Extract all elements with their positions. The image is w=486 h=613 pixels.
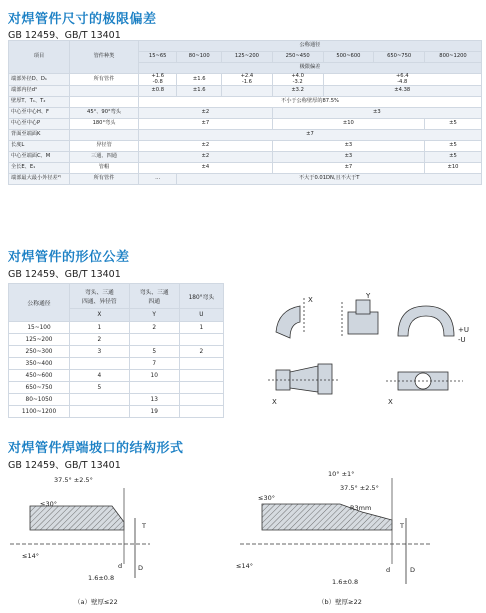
b-le30: ≤30° (258, 494, 275, 502)
table-row (9, 174, 482, 185)
t2-header-x: 弯头、三通 四通、异径管 (70, 284, 130, 309)
b-root: 1.6±0.8 (332, 578, 359, 586)
cell-dn: 250~300 (9, 346, 70, 358)
row-value-cell: ±3.2 (272, 86, 323, 97)
header-nominal: 公称通径 (139, 41, 482, 52)
fig-minus-u-label: -U (458, 336, 466, 344)
table-row (9, 322, 224, 334)
table-row (9, 370, 224, 382)
section1-title: 对焊管件尺寸的极限偏差 (8, 12, 157, 27)
cell-dn: 1100~1200 (9, 406, 70, 418)
bevel-b-wall (262, 504, 392, 530)
cell-y: 2 (129, 322, 179, 334)
row-type-cell: 所有管件 (70, 74, 139, 86)
row-item-cell: 长度L (9, 141, 70, 152)
cell-x (70, 358, 130, 370)
header-item: 项目 (9, 41, 70, 74)
row-value-cell: ±1.6 (177, 86, 222, 97)
table-row (9, 108, 482, 119)
t2-header-dn: 公称通径 (9, 284, 70, 322)
fig-x-label-3: X (388, 398, 393, 406)
cell-y: 5 (129, 346, 179, 358)
row-value-cell: ±2 (139, 152, 273, 163)
cell-y: 10 (129, 370, 179, 382)
table-row (9, 141, 482, 152)
row-value-cell: ±4.38 (323, 86, 481, 97)
header-type: 管件种类 (70, 41, 139, 74)
header-limit: 极限偏差 (139, 63, 482, 74)
b-radius: R3mm (350, 504, 372, 512)
row-value-cell: ±2 (139, 108, 273, 119)
cell-x: 5 (70, 382, 130, 394)
t2-u-symbol: U (179, 309, 223, 322)
a-le14: ≤14° (22, 552, 39, 560)
section1-standard: GB 12459、GB/T 13401 (8, 30, 121, 41)
row-value-cell: +6.4 -4.8 (323, 74, 481, 86)
b-d: d (386, 566, 391, 574)
table-row (9, 346, 224, 358)
a-D: D (138, 564, 144, 572)
table-row (9, 406, 224, 418)
a-root: 1.6±0.8 (88, 574, 115, 582)
row-type-cell: 45°、90°弯头 (70, 108, 139, 119)
cell-u (179, 382, 223, 394)
elbow-drawing (276, 306, 300, 338)
cell-u: 2 (179, 346, 223, 358)
row-item-cell: 壁厚T、T₁、T₂ (9, 97, 70, 108)
section2-standard: GB 12459、GB/T 13401 (8, 269, 121, 280)
tolerance-table (8, 40, 482, 185)
b-D: D (410, 566, 416, 574)
row-value-cell: ±3 (272, 108, 481, 119)
table-row (9, 86, 482, 97)
cell-dn: 350~400 (9, 358, 70, 370)
size-header-cell: 800~1200 (425, 52, 482, 63)
row-value-cell: ±3 (272, 141, 424, 152)
cell-y: 7 (129, 358, 179, 370)
row-value-cell: ±4 (139, 163, 273, 174)
table-row (9, 394, 224, 406)
cell-dn: 650~750 (9, 382, 70, 394)
cell-u (179, 370, 223, 382)
cell-dn: 80~1050 (9, 394, 70, 406)
cell-x: 1 (70, 322, 130, 334)
size-header-cell: 500~600 (323, 52, 374, 63)
cell-x: 4 (70, 370, 130, 382)
row-type-cell: 异径管 (70, 141, 139, 152)
row-value-cell (222, 86, 273, 97)
cell-y (129, 334, 179, 346)
section2-title: 对焊管件的形位公差 (8, 250, 130, 265)
size-header-cell: 80~100 (177, 52, 222, 63)
a-caption: （a）壁厚≤22 (74, 598, 118, 606)
b-caption: （b）壁厚≥22 (318, 598, 362, 606)
fig-y-label: Y (366, 292, 371, 300)
row-value-cell: ±5 (425, 119, 482, 130)
tee-drawing (348, 312, 378, 334)
row-value-cell: ±1.6 (177, 74, 222, 86)
cell-y: 13 (129, 394, 179, 406)
row-type-cell (70, 130, 139, 141)
table-row (9, 97, 482, 108)
row-value-cell: +1.6 -0.8 (139, 74, 177, 86)
table-row (9, 119, 482, 130)
cell-u (179, 358, 223, 370)
row-value-cell: ±2 (139, 141, 273, 152)
row-value-cell: ±10 (272, 119, 424, 130)
form-tolerance-figures (268, 292, 482, 412)
row-type-cell: 所有管件 (70, 174, 139, 185)
cell-dn: 15~100 (9, 322, 70, 334)
tolerance-body (9, 74, 482, 185)
row-value-cell: ±10 (425, 163, 482, 174)
bevel-figures (0, 468, 486, 613)
a-angle: 37.5° ±2.5° (54, 476, 93, 484)
row-item-cell: 中心至端面C、M (9, 152, 70, 163)
section3-title: 对焊管件焊端坡口的结构形式 (8, 441, 184, 456)
cell-u (179, 406, 223, 418)
table-row (9, 382, 224, 394)
cell-u: 1 (179, 322, 223, 334)
table-row (9, 358, 224, 370)
row-item-cell: 端部外径D、D₁ (9, 74, 70, 86)
cell-dn: 450~600 (9, 370, 70, 382)
bevel-a-wall (30, 506, 124, 530)
cell-x (70, 406, 130, 418)
t2-header-y: 弯头、三通 四通 (129, 284, 179, 309)
reducer-drawing (276, 370, 290, 390)
row-type-cell: 管帽 (70, 163, 139, 174)
cell-x (70, 394, 130, 406)
row-value-cell: ±5 (425, 152, 482, 163)
row-type-cell (70, 86, 139, 97)
size-header-cell: 125~200 (222, 52, 273, 63)
form-tolerance-body (9, 322, 224, 418)
cell-u (179, 334, 223, 346)
row-item-cell: 端部最大最小外径差²⁾ (9, 174, 70, 185)
row-item-cell: 中心至中心P (9, 119, 70, 130)
row-value-cell: ±5 (425, 141, 482, 152)
fig-x-label-2: X (272, 398, 277, 406)
size-header-cell: 250~450 (272, 52, 323, 63)
row-value-cell: ±7 (272, 163, 424, 174)
row-value-cell: ±3 (272, 152, 424, 163)
size-header-cell: 650~750 (374, 52, 425, 63)
row-type-cell (70, 97, 139, 108)
row-item-cell: 端部内径d¹ (9, 86, 70, 97)
cell-y (129, 382, 179, 394)
table-row (9, 74, 482, 86)
b-le14: ≤14° (236, 562, 253, 570)
row-value-cell: +2.4 -1.6 (222, 74, 273, 86)
row-value-cell: 不小于公称壁厚的87.5% (139, 97, 482, 108)
size-header-cell: 15~65 (139, 52, 177, 63)
row-value-cell: … (139, 174, 177, 185)
b-angle-top: 10° ±1° (328, 470, 355, 478)
row-value-cell: 不大于0.01DN,且不大于T (177, 174, 482, 185)
table-row (9, 130, 482, 141)
row-value-cell: ±7 (139, 119, 273, 130)
cell-y: 19 (129, 406, 179, 418)
t2-header-u: 180°弯头 (179, 284, 223, 309)
fig-x-label: X (308, 296, 313, 304)
row-item-cell: 背面至端面K (9, 130, 70, 141)
row-value-cell: ±0.8 (139, 86, 177, 97)
table-row (9, 334, 224, 346)
return-bend-drawing (398, 306, 454, 336)
t2-x-symbol: X (70, 309, 130, 322)
b-t: T (400, 522, 404, 530)
row-value-cell: ±7 (139, 130, 482, 141)
row-item-cell: 全长E、E₁ (9, 163, 70, 174)
section3-standard: GB 12459、GB/T 13401 (8, 460, 121, 471)
row-type-cell: 三通、四通 (70, 152, 139, 163)
cell-dn: 125~200 (9, 334, 70, 346)
cell-u (179, 394, 223, 406)
row-value-cell: +4.0 -3.2 (272, 74, 323, 86)
table-row (9, 163, 482, 174)
a-d: d (118, 562, 123, 570)
t2-y-symbol: Y (129, 309, 179, 322)
a-le30: ≤30° (40, 500, 57, 508)
form-tolerance-table (8, 283, 224, 418)
cell-x: 3 (70, 346, 130, 358)
cell-x: 2 (70, 334, 130, 346)
table-row (9, 152, 482, 163)
row-type-cell: 180°弯头 (70, 119, 139, 130)
fig-plus-u-label: +U (458, 326, 469, 334)
a-t: T (142, 522, 146, 530)
b-angle: 37.5° ±2.5° (340, 484, 379, 492)
row-item-cell: 中心至中心H、F (9, 108, 70, 119)
